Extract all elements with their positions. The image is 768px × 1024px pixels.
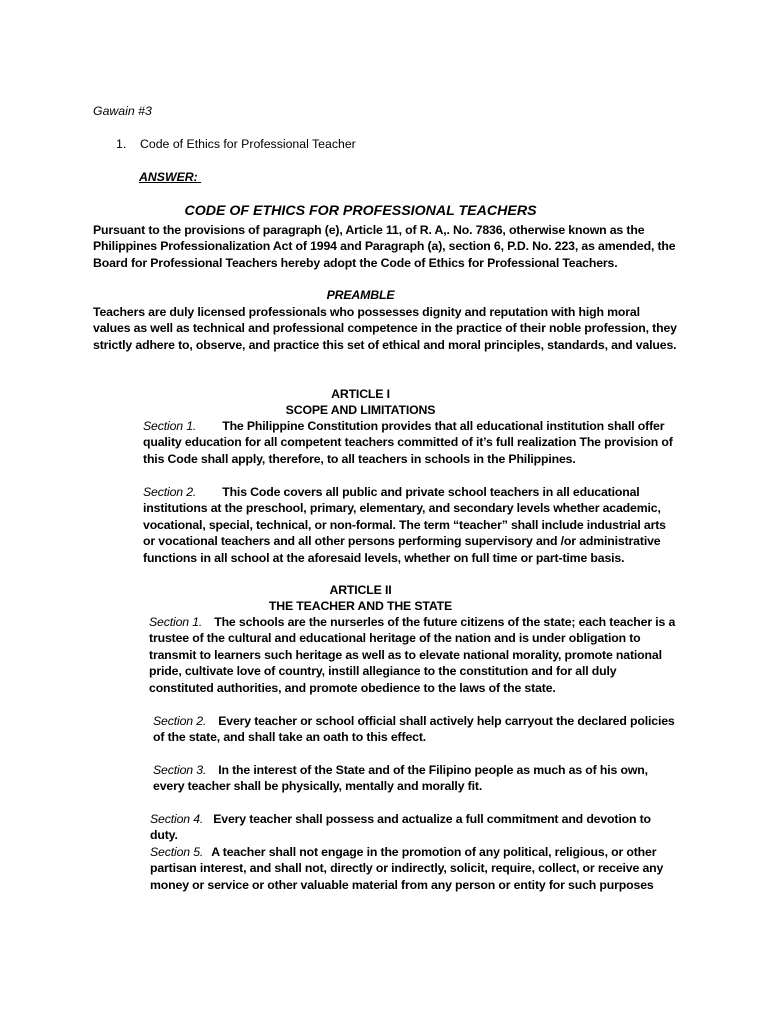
article-2-section-2: [93, 713, 678, 746]
section-text: The Philippine Constitution provides that all educational institution shall offer quality education for all competent teachers committed of it’s full realization The provision of this Code shall apply, therefore, to all teachers in schools in the Philippines.: [143, 419, 673, 466]
section-label: Section 3.: [153, 763, 207, 777]
answer-label: [139, 170, 212, 184]
section-text: In the interest of the State and of the Filipino people as much as of his own, every teacher shall be physically, mentally and morally fit.: [153, 763, 648, 794]
section-label: Section 4.: [150, 812, 204, 826]
section-label: Section 5.: [150, 845, 204, 859]
section-label: Section 2.: [143, 485, 197, 499]
section-text: The schools are the nurserles of the future citizens of the state; each teacher is a trustee of the cultural and educational heritage of the nation and is under obligation to transmit to learners such heritage as well as to elevate national morality, promote national pride, cultivate love of country, instill allegiance to the constitution and for all duly constituted authorities, and promote obedience to the laws of the state.: [149, 615, 676, 695]
section-label: Section 2.: [153, 714, 207, 728]
list-number: 1.: [116, 137, 127, 151]
section-text: A teacher shall not engage in the promotion of any political, religious, or other partisan interest, and shall not, directly or indirectly, solicit, require, collect, or receive any money or service or other valuable material from any person or entity for such purposes: [150, 845, 664, 892]
article-2-section-5: [93, 844, 678, 893]
preamble-heading: PREAMBLE: [326, 288, 395, 302]
section-text: This Code covers all public and private school teachers in all educational institutions at the preschool, primary, elementary, and secondary levels whether academic, vocational, special, technical, or non-formal. The term “teacher” shall include industrial arts or vocational teachers and all other persons performing supervisory and /or administrative functions in all school at the aforesaid levels, whether on full time or part-time basis.: [143, 485, 666, 565]
article-2-heading: ARTICLE II: [329, 583, 392, 597]
article-2-section-3: [93, 762, 678, 795]
section-text: Every teacher shall possess and actualize a full commitment and devotion to duty.: [150, 812, 651, 843]
article-1-section-1: [93, 418, 678, 467]
preamble-paragraph: Teachers are duly licensed professionals who possesses dignity and reputation with high moral values as well as technical and professional competence in the practice of their noble profession, they strictly adhere to, observe, and practice this set of ethical and moral principles, standards, and values.: [93, 305, 677, 352]
article-1-heading: ARTICLE I: [331, 387, 390, 401]
list-item: [116, 137, 356, 151]
intro-paragraph: Pursuant to the provisions of paragraph (e), Article 11, of R. A,. No. 7836, otherwise known as the Philippines Professionalization Act of 1994 and Paragraph (a), section 6, P.D. No. 223, as amended, the Board for Professional Teachers hereby adopt the Code of Ethics for Professional Teachers.: [93, 223, 676, 270]
answer-label-text: ANSWER:: [139, 170, 198, 184]
document-title: CODE OF ETHICS FOR PROFESSIONAL TEACHERS: [184, 203, 537, 219]
section-label: Section 1.: [149, 615, 203, 629]
article-2-subheading: THE TEACHER AND THE STATE: [268, 599, 453, 613]
section-label: Section 1.: [143, 419, 197, 433]
article-1-section-2: [93, 484, 678, 566]
assignment-label: Gawain #3: [93, 104, 152, 118]
section-text: Every teacher or school official shall actively help carryout the declared policies of the state, and shall take an oath to this effect.: [153, 714, 675, 745]
list-item-text: Code of Ethics for Professional Teacher: [140, 137, 356, 151]
article-2-section-4: [93, 811, 678, 844]
article-2-section-1: [93, 614, 678, 696]
article-1-subheading: SCOPE AND LIMITATIONS: [285, 403, 436, 417]
